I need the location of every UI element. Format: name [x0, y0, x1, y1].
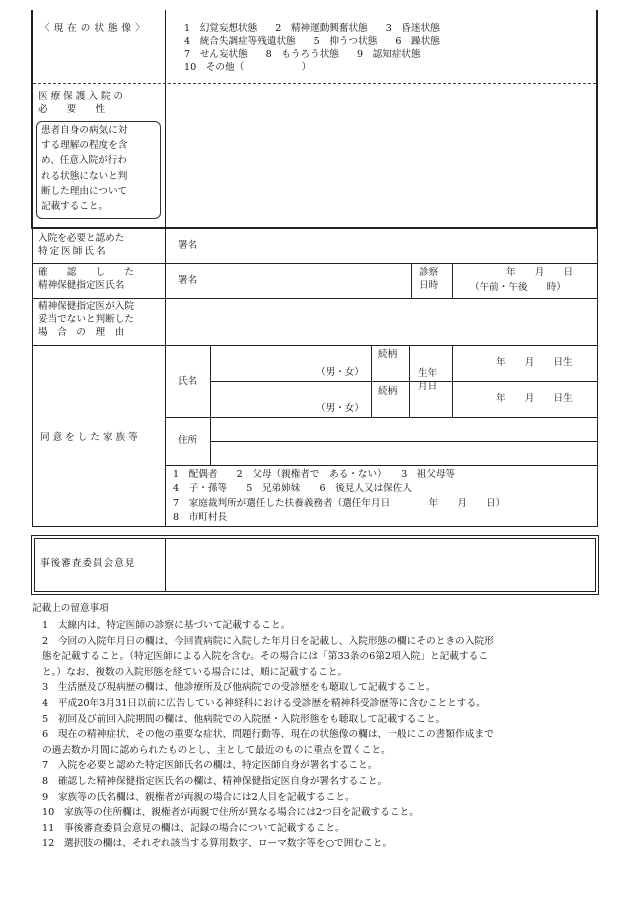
note-item: 態を記載すること。（特定医師による入院を含む。その場合には「第33条の6第2項入院」と記載するこ: [42, 651, 489, 663]
designated-doctor-label: 入院を必要と認めた 特定医師氏名: [38, 233, 125, 257]
state-option-row-2: 4 統合失調症等残遺状態 5 抑うつ状態 6 躁状態: [184, 35, 440, 47]
family-birth-1[interactable]: 年 月 日生: [496, 357, 573, 368]
thick-left-border: [31, 10, 33, 228]
relation-option-1[interactable]: 1 配偶者 2 父母（親権者で ある・ない） 3 祖父母等: [173, 469, 456, 480]
necessity-label-line-2: 必 要 性: [38, 103, 106, 115]
row-line-1: [32, 263, 598, 264]
committee-label: 事後審査委員会意見: [40, 558, 136, 569]
necessity-label: [38, 91, 160, 117]
state-option-row-3: 7 せん妄状態 8 もうろう状態 9 認知症状態: [184, 48, 421, 60]
relation-option-2[interactable]: 4 子・孫等 5 兄弟姉妹 6 後見人又は保佐人: [173, 483, 412, 495]
note-item: 3 生活歴及び現病歴の欄は、他診療所及び他病院での受診歴をも聴取して記載すること。: [42, 682, 436, 694]
exam-cell-left: [411, 263, 412, 298]
family-birth-2[interactable]: 年 月 日生: [496, 393, 573, 404]
note-item: 10 家族等の住所欄は、親権者が両親で住所が異なる場合には2つ目を記載すること。: [42, 807, 419, 819]
table-label-divider: [165, 229, 166, 527]
committee-divider: [165, 538, 166, 592]
exam-cell-right: [452, 263, 453, 298]
notes-title: 記載上の留意事項: [32, 603, 109, 614]
note-item: 7 入院を必要と認めた特定医師氏名の欄は、特定医師自身が署名すること。: [42, 760, 378, 772]
family-gender-2[interactable]: （男・女）: [316, 403, 364, 414]
note-item: 4 平成20年3月31日以前に広告している神経科における受診歴を精神科受診歴等に含むこととする。: [42, 697, 486, 709]
table-right-border: [597, 229, 598, 527]
family-name-bottom: [165, 417, 598, 418]
family-relations: [173, 468, 505, 526]
family-gender-1[interactable]: （男・女）: [316, 367, 364, 378]
relation-option-3[interactable]: 7 家庭裁判所が選任した扶養義務者（選任年月日 年 月 日）: [173, 497, 506, 509]
birth-col-right: [452, 345, 453, 417]
relation-col-right: [409, 345, 410, 417]
family-address-mid: [210, 441, 598, 442]
confirming-doctor-label: 確 認 し た 精神保健指定医氏名: [38, 267, 134, 291]
note-item: 1 太線内は、特定医師の診察に基づいて記載すること。: [42, 620, 291, 631]
note-item: の過去数か月間に認められたものとし、主として最近のものに重点を置くこと。: [42, 744, 391, 756]
state-options: [184, 23, 440, 75]
family-sub-divider: [210, 345, 211, 465]
exam-time[interactable]: （午前・午後 時）: [470, 282, 566, 293]
table-left-border: [32, 229, 33, 527]
label-column-divider: [165, 10, 166, 228]
state-divider: [33, 83, 596, 84]
row-line-3: [32, 345, 598, 346]
row-line-2: [32, 298, 598, 299]
family-address-bottom: [165, 465, 598, 466]
thick-right-border: [596, 10, 598, 228]
note-item: 8 確認した精神保健指定医氏名の欄は、精神保健指定医自身が署名すること。: [42, 775, 388, 787]
necessity-bracket-text: 患者自身の病気に対 する理解の程度を含 め、任意入院が行わ れる状態にないと判 断した理由について 記載すること。: [41, 125, 128, 213]
necessity-label-line-1: 医療保護入院の: [38, 91, 127, 102]
state-label: 〈現在の状態像〉: [40, 23, 149, 34]
table-bottom-border: [32, 526, 598, 527]
note-item: 5 初回及び前回入院期間の欄は、他病院での入院歴・入院形態をも聴取して記載すること。: [42, 713, 446, 725]
family-birth-label: 生年 月日: [418, 368, 438, 392]
note-item: 9 家族等の氏名欄は、親権者が両親の場合には2人目を記載すること。: [42, 791, 355, 803]
relation-option-4[interactable]: 8 市町村長: [173, 512, 228, 524]
note-item: 11 事後審査委員会意見の欄は、記録の場合について記載すること。: [42, 822, 345, 834]
note-item: 6 現在の精神症状、その他の重要な症状、問題行動等、現在の状態像の欄は、一般にこの書類作成まで: [42, 729, 494, 741]
exam-date[interactable]: 年 月 日: [506, 267, 574, 278]
thick-bottom-border: [31, 227, 598, 229]
state-option-row-1: 1 幻覚妄想状態 2 精神運動興奮状態 3 昏迷状態: [184, 23, 440, 34]
family-name-mid: [210, 381, 598, 382]
designated-doctor-sign[interactable]: 署名: [178, 240, 198, 251]
exam-datetime-label: 診察 日時: [419, 267, 439, 291]
confirming-doctor-sign[interactable]: 署名: [178, 275, 198, 286]
relation-col-left: [371, 345, 372, 417]
state-option-row-4: 10 その他（ ）: [184, 61, 312, 73]
family-relation-label-2: 続柄: [378, 386, 398, 397]
note-item: 12 選択肢の欄は、それぞれ該当する算用数字、ローマ数字等を○で囲むこと。: [42, 838, 393, 850]
family-address-label: 住所: [178, 435, 198, 446]
note-item: 2 今回の入院年月日の欄は、今回貴病院に入院した年月日を記載し、入院形態の欄にそのときの入院形: [42, 635, 494, 647]
family-label: 同意をした家族等: [40, 432, 141, 443]
notes-list: [32, 618, 494, 852]
family-name-label: 氏名: [178, 376, 198, 387]
note-item: と。）なお、複数の入院形態を経ている場合には、順に記載すること。: [42, 666, 348, 678]
inappropriate-label: 精神保健指定医が入院 妥当でないと判断した 場 合 の 理 由: [38, 301, 134, 338]
family-relation-label-1: 続柄: [378, 349, 398, 360]
